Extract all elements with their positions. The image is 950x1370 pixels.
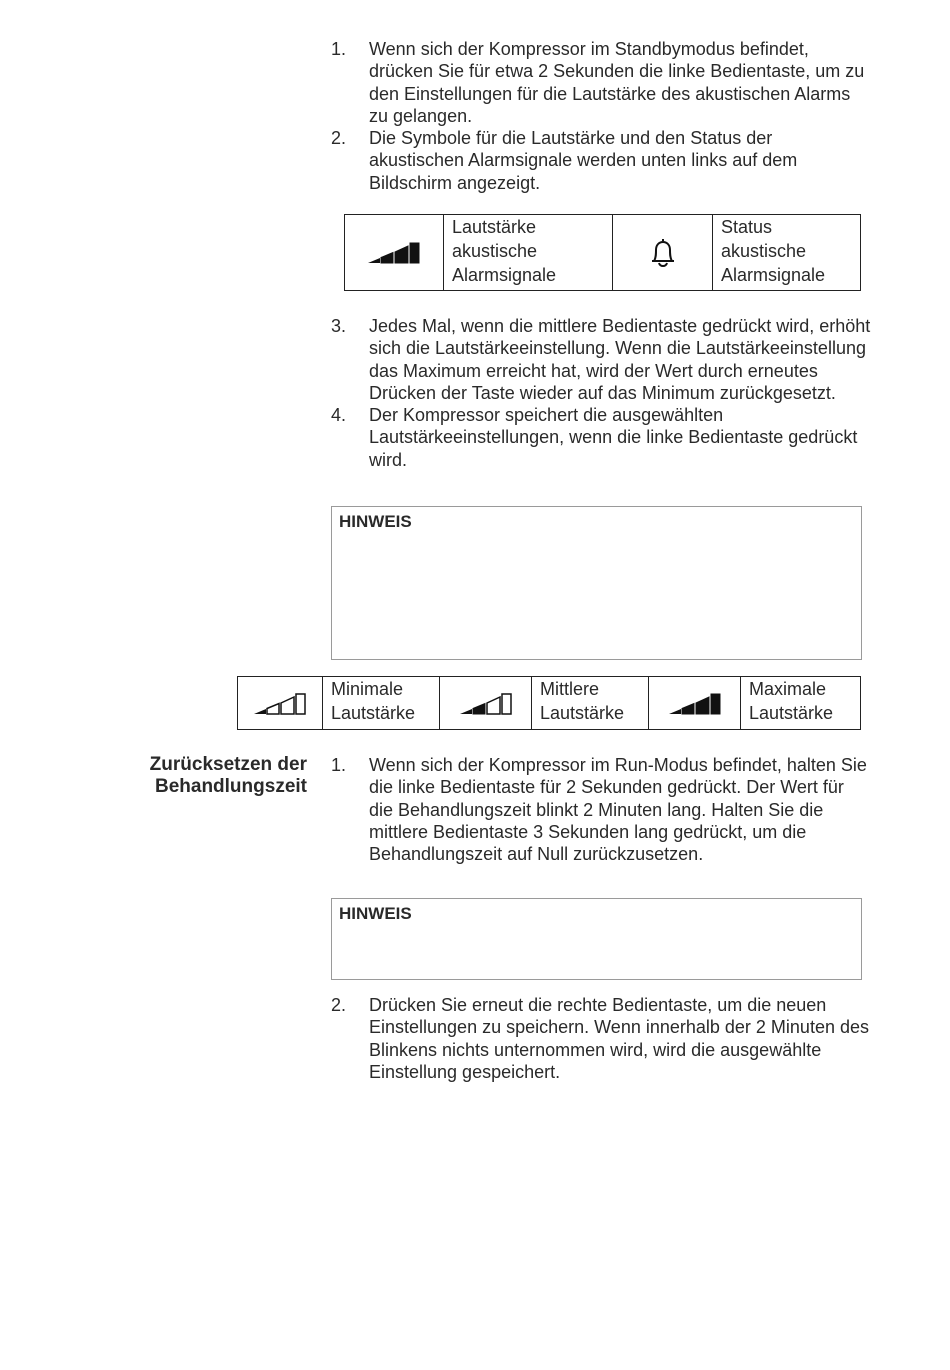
volume-max-label: Maximale Lautstärke: [741, 677, 861, 730]
step-number: 4.: [331, 405, 347, 426]
step-number: 2.: [331, 995, 347, 1015]
volume-mid-icon: [458, 692, 514, 716]
volume-max-cell: [649, 677, 741, 730]
volume-mid-label: Mittlere Lautstärke: [532, 677, 649, 730]
list-item: [331, 994, 871, 1083]
volume-min-cell: [238, 677, 323, 730]
status-symbol-label: Status akustische Alarmsignale: [713, 215, 861, 291]
note-box: [331, 506, 862, 660]
volume-min-label: Minimale Lautstärke: [323, 677, 440, 730]
volume-max-icon: [667, 692, 723, 716]
section-heading-line: Behandlungszeit: [154, 776, 307, 797]
steps-list-3: [331, 754, 871, 865]
step-number: 1.: [331, 755, 347, 775]
step-number: 3.: [331, 316, 347, 336]
volume-symbol-cell: [345, 215, 444, 291]
step-text: Drücken Sie erneut die rechte Bedientaste, um die neuen Einstellungen zu speichern. Wenn innerhalb der 2 Minuten des Blinkens nichts unternommen wird, wird die ausgewählte Einstellung gespeichert.: [369, 995, 869, 1082]
steps-list-2: [331, 315, 871, 471]
volume-mid-cell: [440, 677, 532, 730]
step-text: Die Symbole für die Lautstärke und den Status der akustischen Alarmsignale werden unten links auf dem Bildschirm angezeigt.: [369, 128, 798, 193]
note-heading: HINWEIS: [339, 512, 412, 531]
list-item: [331, 38, 871, 127]
volume-symbol-label: Lautstärke akustische Alarmsignale: [444, 215, 613, 291]
note-box: [331, 898, 862, 980]
list-item: [331, 315, 871, 404]
step-text: Jedes Mal, wenn die mittlere Bedientaste gedrückt wird, erhöht sich die Lautstärkeeinstellung. Wenn die Lautstärkeeinstellung das Maximum erreicht hat, wird der Wert durch erneutes Drücken der Taste wieder auf das Minimum zurückgesetzt.: [369, 316, 871, 403]
bell-symbol-cell: [613, 215, 713, 291]
step-text: Wenn sich der Kompressor im Standbymodus befindet, drücken Sie für etwa 2 Sekunden die linke Bedientaste, um zu den Einstellungen für die Lautstärke des akustischen Alarms zu gelangen.: [369, 39, 865, 126]
volume-levels-table: [237, 676, 861, 730]
step-text: Der Kompressor speichert die ausgewählten Lautstärkeeinstellungen, wenn die linke Bedientaste gedrückt wird.: [369, 405, 858, 470]
step-text: Wenn sich der Kompressor im Run-Modus befindet, halten Sie die linke Bedientaste für 2 Sekunden gedrückt. Der Wert für die Behandlungszeit blinkt 2 Minuten lang. Halten Sie die mittlere Bedientaste 3 Sekunden lang gedrückt, um die Behandlungszeit auf Null zurückzusetzen.: [369, 755, 867, 865]
list-item: [331, 404, 871, 471]
section-heading-line: Zurücksetzen der: [149, 754, 307, 775]
step-number: 2.: [331, 128, 347, 149]
volume-min-icon: [252, 692, 308, 716]
volume-level-icon: [366, 241, 422, 265]
list-item: [331, 754, 871, 865]
steps-list-1: [331, 38, 871, 194]
bell-icon: [646, 236, 680, 270]
note-heading: HINWEIS: [339, 904, 412, 923]
section-heading: [150, 754, 307, 798]
symbol-table: [344, 214, 861, 291]
list-item: [331, 127, 871, 194]
step-number: 1.: [331, 39, 347, 59]
steps-list-4: [331, 994, 871, 1083]
